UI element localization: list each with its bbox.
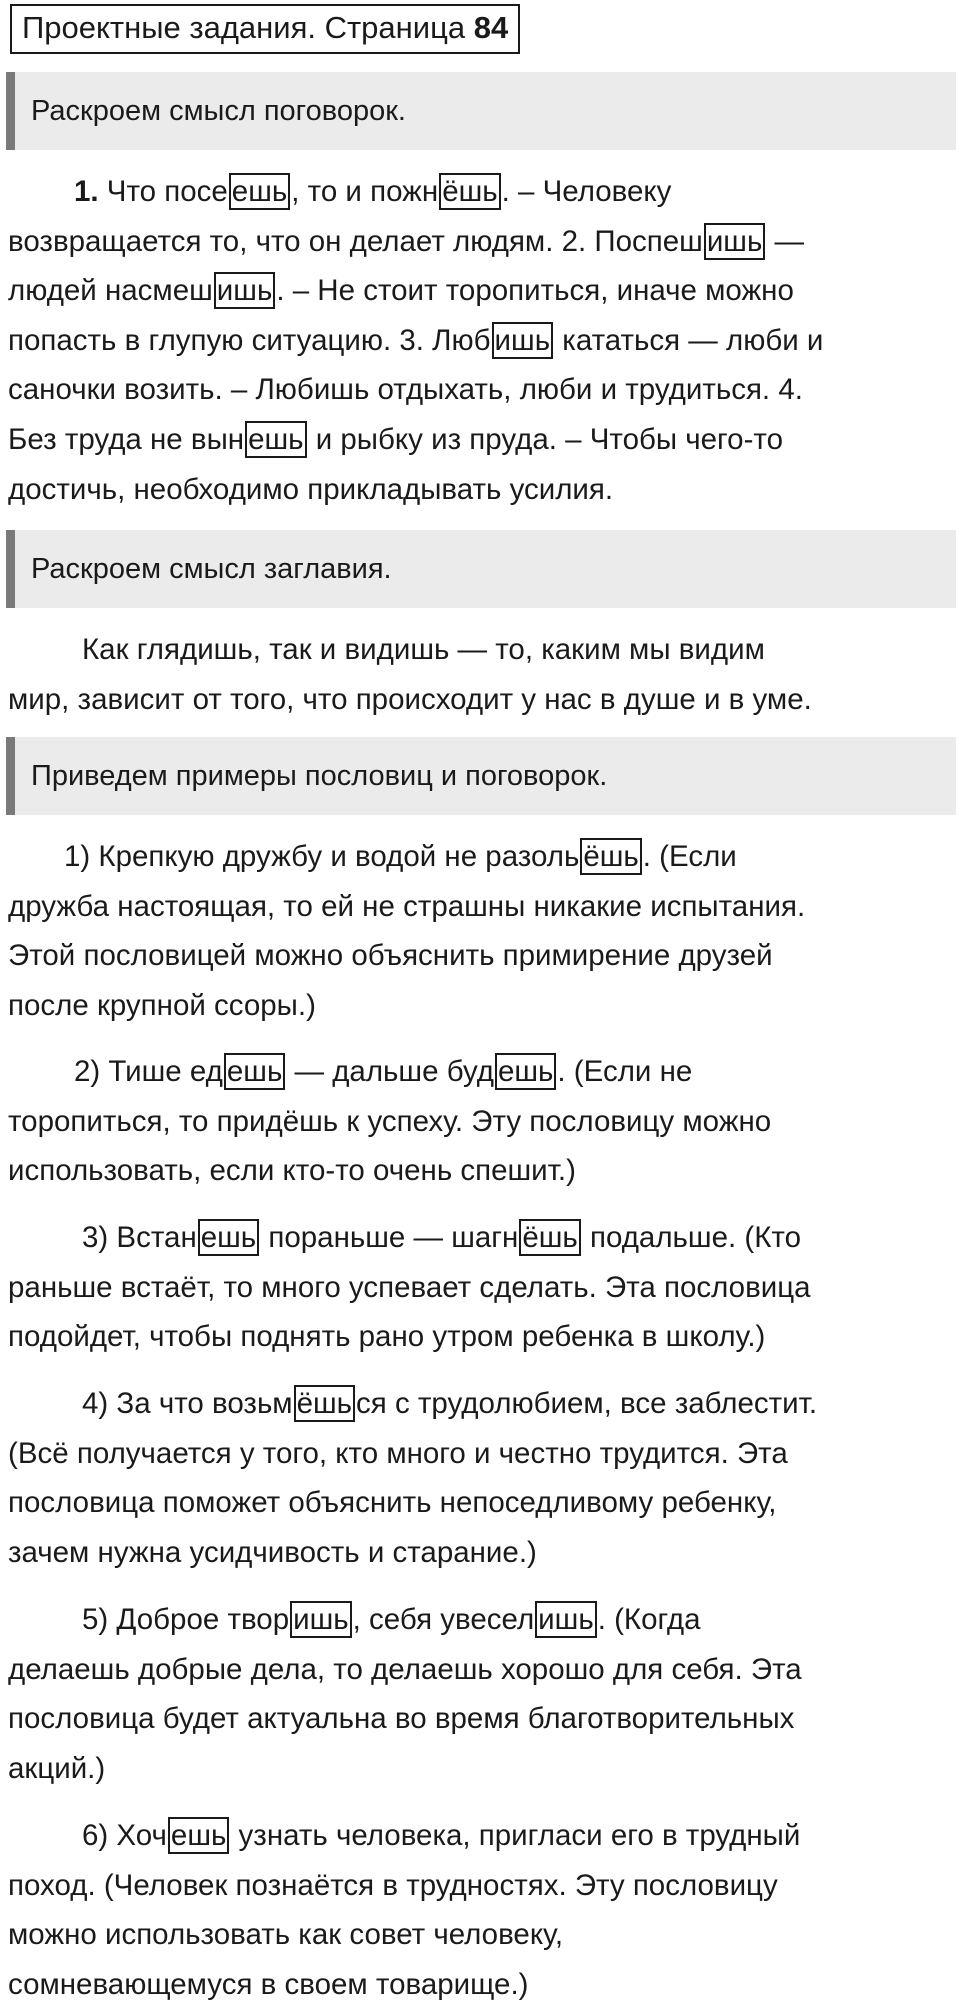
text-line: [8, 1379, 948, 1429]
text-segment: . (Когда: [597, 1603, 701, 1636]
text-line: [8, 1312, 948, 1362]
text-segment: пословица будет актуальна во время благотворительных: [8, 1702, 795, 1736]
text-line: [8, 1645, 948, 1695]
text-segment: и рыбку из пруда. – Чтобы чего-то: [307, 422, 783, 456]
text-segment: после крупной ссоры.): [8, 988, 316, 1022]
highlighted-ending: ешь: [198, 1219, 259, 1256]
text-line: [8, 1528, 948, 1578]
text-segment: 1) Крепкую дружбу и водой не разоль: [64, 840, 580, 873]
text-segment: Без труда не вын: [8, 422, 245, 456]
text-segment: раньше встаёт, то много успевает сделать. Эта пословица: [8, 1270, 811, 1304]
text-line: [8, 675, 948, 725]
text-segment: . – Человеку: [501, 175, 672, 208]
text-line: [8, 931, 948, 981]
text-line: [8, 832, 948, 882]
highlighted-ending: ешь: [495, 1053, 556, 1090]
text-segment: 4) За что возьм: [82, 1387, 293, 1420]
highlighted-ending: ешь: [245, 421, 306, 458]
text-segment: ся с трудолюбием, все заблестит.: [356, 1387, 818, 1420]
proverb-example-4: [8, 1379, 948, 1577]
text-line: [8, 266, 948, 316]
highlighted-ending: ишь: [214, 272, 276, 309]
highlighted-ending: ишь: [535, 1601, 597, 1638]
highlighted-ending: ёшь: [439, 173, 500, 210]
text-segment: мир, зависит от того, что происходит у нас в душе и в уме.: [8, 682, 812, 716]
text-segment: 6) Хоч: [82, 1819, 167, 1852]
text-line: [8, 217, 948, 267]
text-line: [8, 1811, 948, 1861]
text-segment: можно использовать как совет человеку,: [8, 1918, 564, 1952]
text-line: [8, 1097, 948, 1147]
text-segment: возвращается то, что он делает людям. 2. Поспеш: [8, 224, 703, 258]
proverb-example-3: [8, 1213, 948, 1362]
section-heading-text: Раскроем смысл поговорок.: [31, 95, 406, 127]
text-segment: — дальше буд: [286, 1055, 494, 1088]
page-title-text: Проектные задания. Страница: [22, 10, 466, 45]
text-line: [8, 465, 948, 515]
text-segment: поход. (Человек познаётся в трудностях. Эту пословицу: [8, 1868, 778, 1902]
text-segment: торопиться, то придёшь к успеху. Эту пословицу можно: [8, 1104, 772, 1138]
highlighted-ending: ишь: [290, 1601, 352, 1638]
highlighted-ending: ешь: [168, 1817, 229, 1854]
text-line: [8, 1478, 948, 1528]
text-segment: 3) Встан: [82, 1221, 197, 1254]
text-segment: , себя увесел: [352, 1603, 535, 1636]
text-segment: пораньше — шагн: [260, 1221, 519, 1254]
text-segment: Этой пословицей можно объяснить примирение друзей: [8, 939, 773, 973]
text-segment: достичь, необходимо прикладывать усилия.: [8, 472, 614, 506]
text-segment: . – Не стоит торопиться, иначе можно: [276, 274, 794, 308]
section-heading-examples: [6, 737, 956, 815]
highlighted-ending: ишь: [704, 223, 766, 260]
text-line: [8, 316, 948, 366]
proverb-example-2: [8, 1047, 948, 1196]
text-segment: Что посе: [98, 175, 228, 208]
text-segment: сомневающемуся в своем товарище.): [8, 1967, 529, 2001]
text-line: [8, 167, 948, 217]
text-line: [8, 1861, 948, 1911]
text-segment: попасть в глупую ситуацию. 3. Люб: [8, 323, 491, 357]
paragraph-title-meaning: [8, 625, 948, 724]
text-segment: 5) Доброе твор: [82, 1603, 290, 1636]
text-line: [8, 625, 948, 675]
text-segment: узнать человека, пригласи его в трудный: [230, 1819, 801, 1852]
text-segment: , то и пожн: [291, 175, 439, 208]
highlighted-ending: ёшь: [519, 1219, 580, 1256]
text-line: [8, 365, 948, 415]
text-segment: дружба настоящая, то ей не страшны никакие испытания.: [8, 889, 806, 923]
text-segment: . (Если не: [557, 1055, 693, 1088]
text-line: [8, 882, 948, 932]
text-segment: Как глядишь, так и видишь — то, каким мы видим: [82, 633, 765, 666]
proverb-example-5: [8, 1595, 948, 1793]
text-segment: делаешь добрые дела, то делаешь хорошо для себя. Эта: [8, 1652, 802, 1686]
text-line: [8, 1213, 948, 1263]
text-line: [8, 1047, 948, 1097]
page-number: 84: [473, 10, 509, 45]
text-segment: зачем нужна усидчивость и старание.): [8, 1535, 537, 1569]
text-segment: . (Если: [642, 840, 737, 873]
text-line: [8, 981, 948, 1031]
item-number: 1.: [74, 175, 99, 208]
text-line: [8, 1744, 948, 1794]
highlighted-ending: ешь: [224, 1053, 285, 1090]
proverb-example-1: [8, 832, 948, 1030]
text-line: [8, 1146, 948, 1196]
text-segment: кататься — люби и: [554, 323, 824, 357]
text-line: [8, 1595, 948, 1645]
paragraph-sayings-meaning: [8, 167, 948, 514]
proverb-example-6: [8, 1811, 948, 2009]
section-heading-meaning-sayings: [6, 72, 956, 150]
text-line: [8, 415, 948, 465]
highlighted-ending: ёшь: [580, 838, 641, 875]
section-heading-meaning-title: [6, 530, 956, 608]
text-segment: людей насмеш: [8, 274, 213, 308]
text-segment: 2) Тише ед: [74, 1055, 223, 1088]
text-segment: подальше. (Кто: [581, 1221, 801, 1254]
text-segment: саночки возить. – Любишь отдыхать, люби и трудиться. 4.: [8, 373, 803, 407]
text-segment: использовать, если кто-то очень спешит.): [8, 1154, 576, 1188]
text-line: [8, 1263, 948, 1313]
highlighted-ending: ешь: [229, 173, 290, 210]
text-segment: пословица поможет объяснить непоседливому ребенку,: [8, 1486, 777, 1520]
highlighted-ending: ёшь: [294, 1385, 355, 1422]
section-heading-text: Приведем примеры пословиц и поговорок.: [31, 760, 608, 792]
section-heading-text: Раскроем смысл заглавия.: [31, 553, 392, 585]
text-segment: подойдет, чтобы поднять рано утром ребенка в школу.): [8, 1320, 766, 1354]
text-segment: акций.): [8, 1751, 106, 1785]
text-segment: (Всё получается у того, кто много и честно трудится. Эта: [8, 1436, 788, 1470]
text-line: [8, 1429, 948, 1479]
page-title: [10, 4, 520, 54]
text-line: [8, 1694, 948, 1744]
text-line: [8, 1960, 948, 2009]
text-segment: —: [766, 224, 805, 258]
text-line: [8, 1910, 948, 1960]
highlighted-ending: ишь: [492, 322, 554, 359]
